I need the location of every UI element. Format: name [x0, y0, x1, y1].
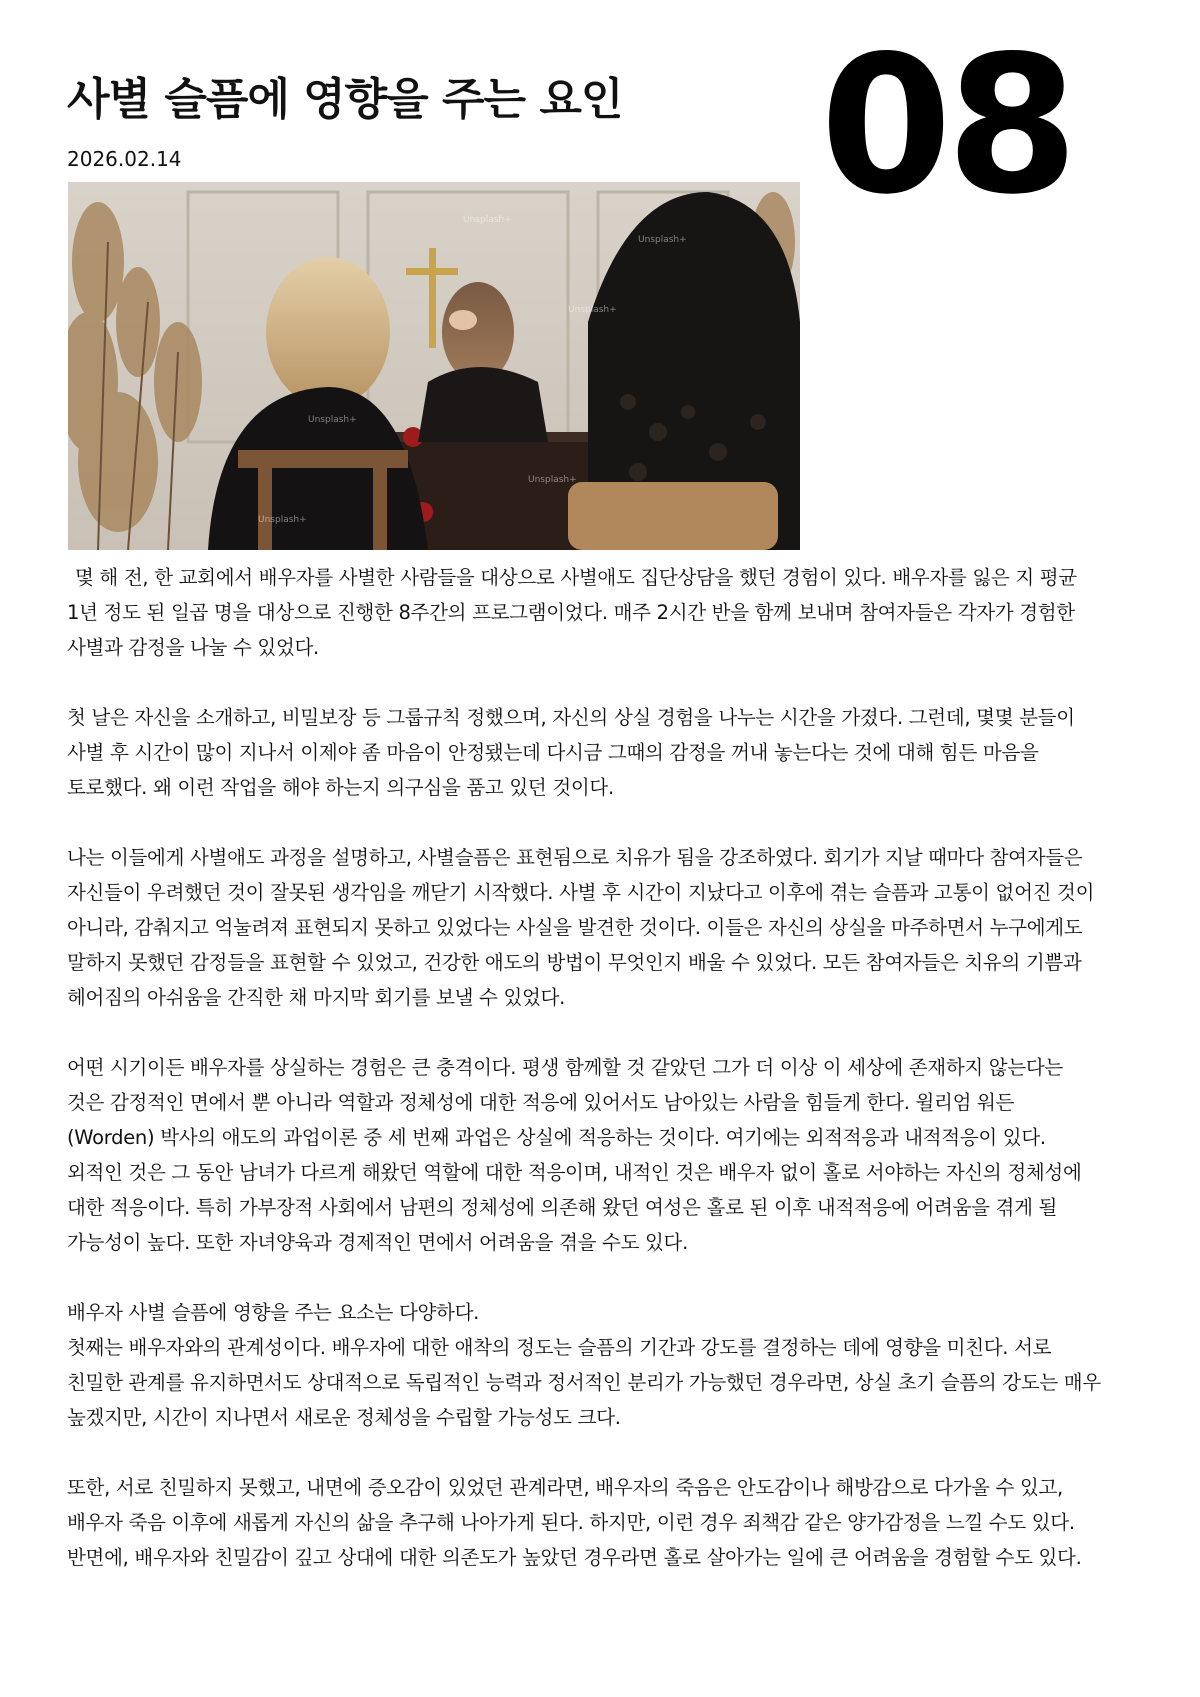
article-paragraph: 몇 해 전, 한 교회에서 배우자를 사별한 사람들을 대상으로 사별애도 집단상담을 했던 경험이 있다. 배우자를 잃은 지 평균 1년 정도 된 일곱 명을 대상으로 진행한 8주간의 프로그램이었다. 매주 2시간 반을 함께 보내며 참여자들은 각자가 경험한 사별과 감정을 나눌 수 있었다.	[67, 566, 1077, 659]
page-title: 사별 슬픔에 영향을 주는 요인	[67, 74, 623, 125]
svg-text:Unsplash+: Unsplash+	[638, 235, 687, 245]
article-paragraph: 또한, 서로 친밀하지 못했고, 내면에 증오감이 있었던 관계라면, 배우자의 죽음은 안도감이나 해방감으로 다가올 수 있고, 배우자 죽음 이후에 새롭게 자신의 삶을 추구해 나아가게 된다. 하지만, 이런 경우 죄책감 같은 양가감정을 느낄 수도 있다. 반면에, 배우자와 친밀감이 깊고 상대에 대한 의존도가 높았던 경우라면 홀로 살아가는 일에 큰 어려움을 경험할 수도 있다.	[67, 1476, 1082, 1569]
publish-date: 2026.02.14	[67, 147, 182, 171]
svg-text:Unsplash+: Unsplash+	[308, 415, 357, 425]
article-body	[67, 560, 1101, 1610]
svg-text:Unsplash+: Unsplash+	[568, 305, 617, 315]
article-paragraph: 첫째는 배우자와의 관계성이다. 배우자에 대한 애착의 정도는 슬픔의 기간과 강도를 결정하는 데에 영향을 미친다. 서로 친밀한 관계를 유지하면서도 상대적으로 독립적인 능력과 정서적인 분리가 가능했던 경우라면, 상실 초기 슬픔의 강도는 매우 높겠지만, 시간이 지나면서 새로운 정체성을 수립할 가능성도 크다.	[67, 1336, 1101, 1429]
article-paragraph: 첫 날은 자신을 소개하고, 비밀보장 등 그룹규칙 정했으며, 자신의 상실 경험을 나누는 시간을 가졌다. 그런데, 몇몇 분들이 사별 후 시간이 많이 지나서 이제야 좀 마음이 안정됐는데 다시금 그때의 감정을 꺼내 놓는다는 것에 대해 힘든 마음을 토로했다. 왜 이런 작업을 해야 하는지 의구심을 품고 있던 것이다.	[67, 706, 1075, 799]
article-paragraph: 어떤 시기이든 배우자를 상실하는 경험은 큰 충격이다. 평생 함께할 것 같았던 그가 더 이상 이 세상에 존재하지 않는다는 것은 감정적인 면에서 뿐 아니라 역할과 정체성에 대한 적응에 있어서도 남아있는 사람을 힘들게 한다. 윌리엄 워든(Worden) 박사의 애도의 과업이론 중 세 번째 과업은 상실에 적응하는 것이다. 여기에는 외적적응과 내적적응이 있다. 외적인 것은 그 동안 남녀가 다르게 해왔던 역할에 대한 적응이며, 내적인 것은 배우자 없이 홀로 서야하는 자신의 정체성에 대한 적응이다. 특히 가부장적 사회에서 남편의 정체성에 의존해 왔던 여성은 홀로 된 이후 내적적응에 어려움을 겪게 될 가능성이 높다. 또한 자녀양육과 경제적인 면에서 어려움을 겪을 수도 있다.	[67, 1056, 1082, 1254]
article-photo	[68, 182, 800, 550]
svg-text:Unsplash+: Unsplash+	[258, 515, 307, 525]
svg-text:Unsplash+: Unsplash+	[528, 475, 577, 485]
photo-grieving-women-church-illustration	[68, 182, 800, 550]
article-paragraph: 나는 이들에게 사별애도 과정을 설명하고, 사별슬픔은 표현됨으로 치유가 됨을 강조하였다. 회기가 지날 때마다 참여자들은 자신들이 우려했던 것이 잘못된 생각임을 깨닫기 시작했다. 사별 후 시간이 지났다고 이후에 겪는 슬픔과 고통이 없어진 것이 아니라, 감춰지고 억눌려져 표현되지 못하고 있었다는 사실을 발견한 것이다. 이들은 자신의 상실을 마주하면서 누구에게도 말하지 못했던 감정들을 표현할 수 있었고, 건강한 애도의 방법이 무엇인지 배울 수 있었다. 모든 참여자들은 치유의 기쁨과 헤어짐의 아쉬움을 간직한 채 마지막 회기를 보낼 수 있었다.	[67, 846, 1095, 1009]
article-paragraph: 배우자 사별 슬픔에 영향을 주는 요소는 다양하다.	[67, 1301, 480, 1324]
svg-text:Unsplash+: Unsplash+	[463, 215, 512, 225]
issue-number: 08	[820, 15, 1073, 236]
